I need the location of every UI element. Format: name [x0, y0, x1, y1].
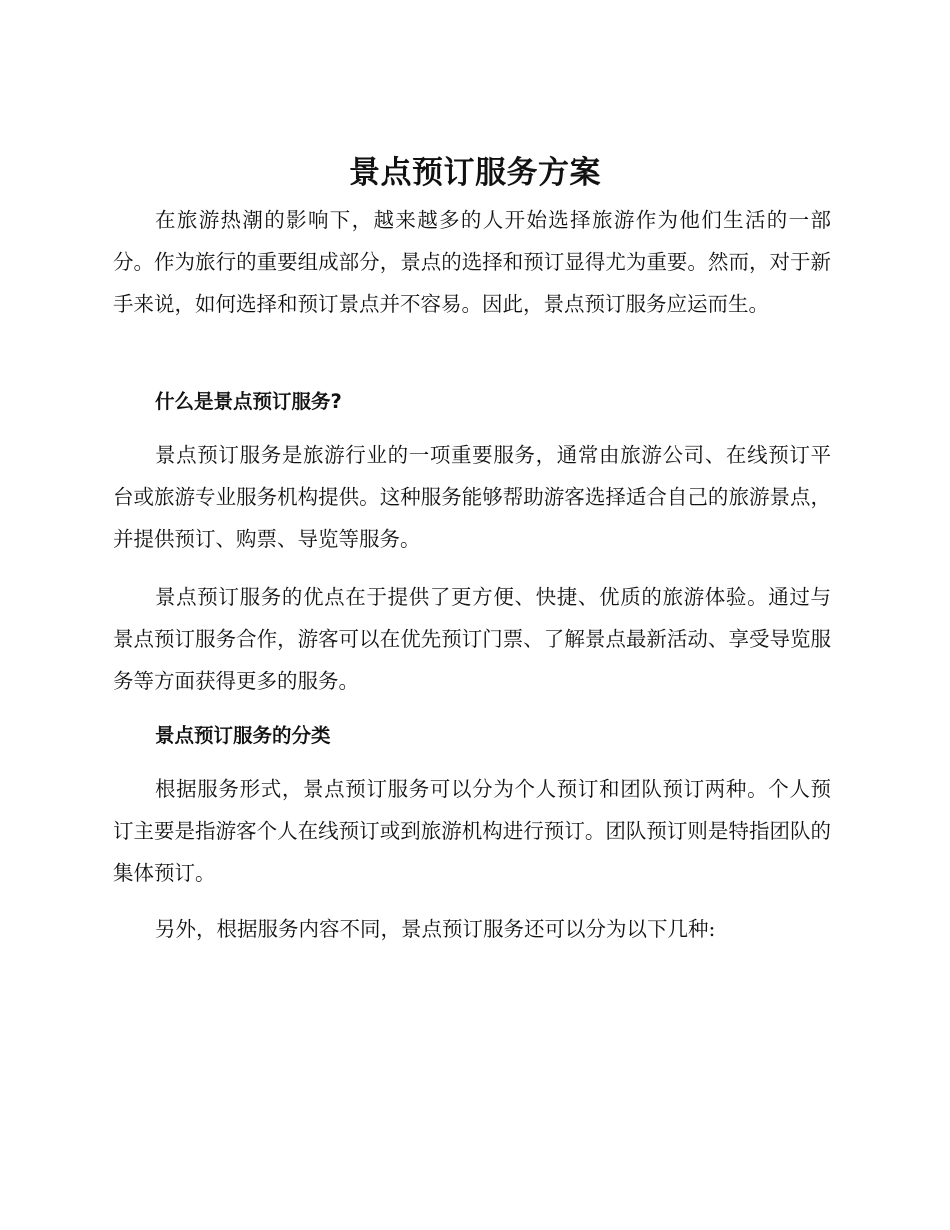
- document-title: 景点预订服务方案: [349, 155, 601, 191]
- section-heading-categories: 景点预订服务的分类: [155, 724, 331, 747]
- definition-paragraph: 景点预订服务是旅游行业的一项重要服务，通常由旅游公司、在线预订平台或旅游专业服务机构提供。这种服务能够帮助游客选择适合自己的旅游景点，并提供预订、购票、导览等服务。: [113, 443, 831, 551]
- section-heading-what-is: 什么是景点预订服务?: [155, 390, 342, 413]
- more-types-paragraph: 另外，根据服务内容不同，景点预订服务还可以分为以下几种:: [155, 917, 716, 941]
- classification-paragraph: 根据服务形式，景点预订服务可以分为个人预订和团队预订两种。个人预订主要是指游客个人在线预订或到旅游机构进行预订。团队预订则是特指团队的集体预订。: [113, 777, 831, 885]
- intro-paragraph: 在旅游热潮的影响下，越来越多的人开始选择旅游作为他们生活的一部分。作为旅行的重要组成部分，景点的选择和预订显得尤为重要。然而，对于新手来说，如何选择和预订景点并不容易。因此，景点预订服务应运而生。: [113, 208, 831, 316]
- advantages-paragraph: 景点预订服务的优点在于提供了更方便、快捷、优质的旅游体验。通过与景点预订服务合作，游客可以在优先预订门票、了解景点最新活动、享受导览服务等方面获得更多的服务。: [113, 585, 831, 693]
